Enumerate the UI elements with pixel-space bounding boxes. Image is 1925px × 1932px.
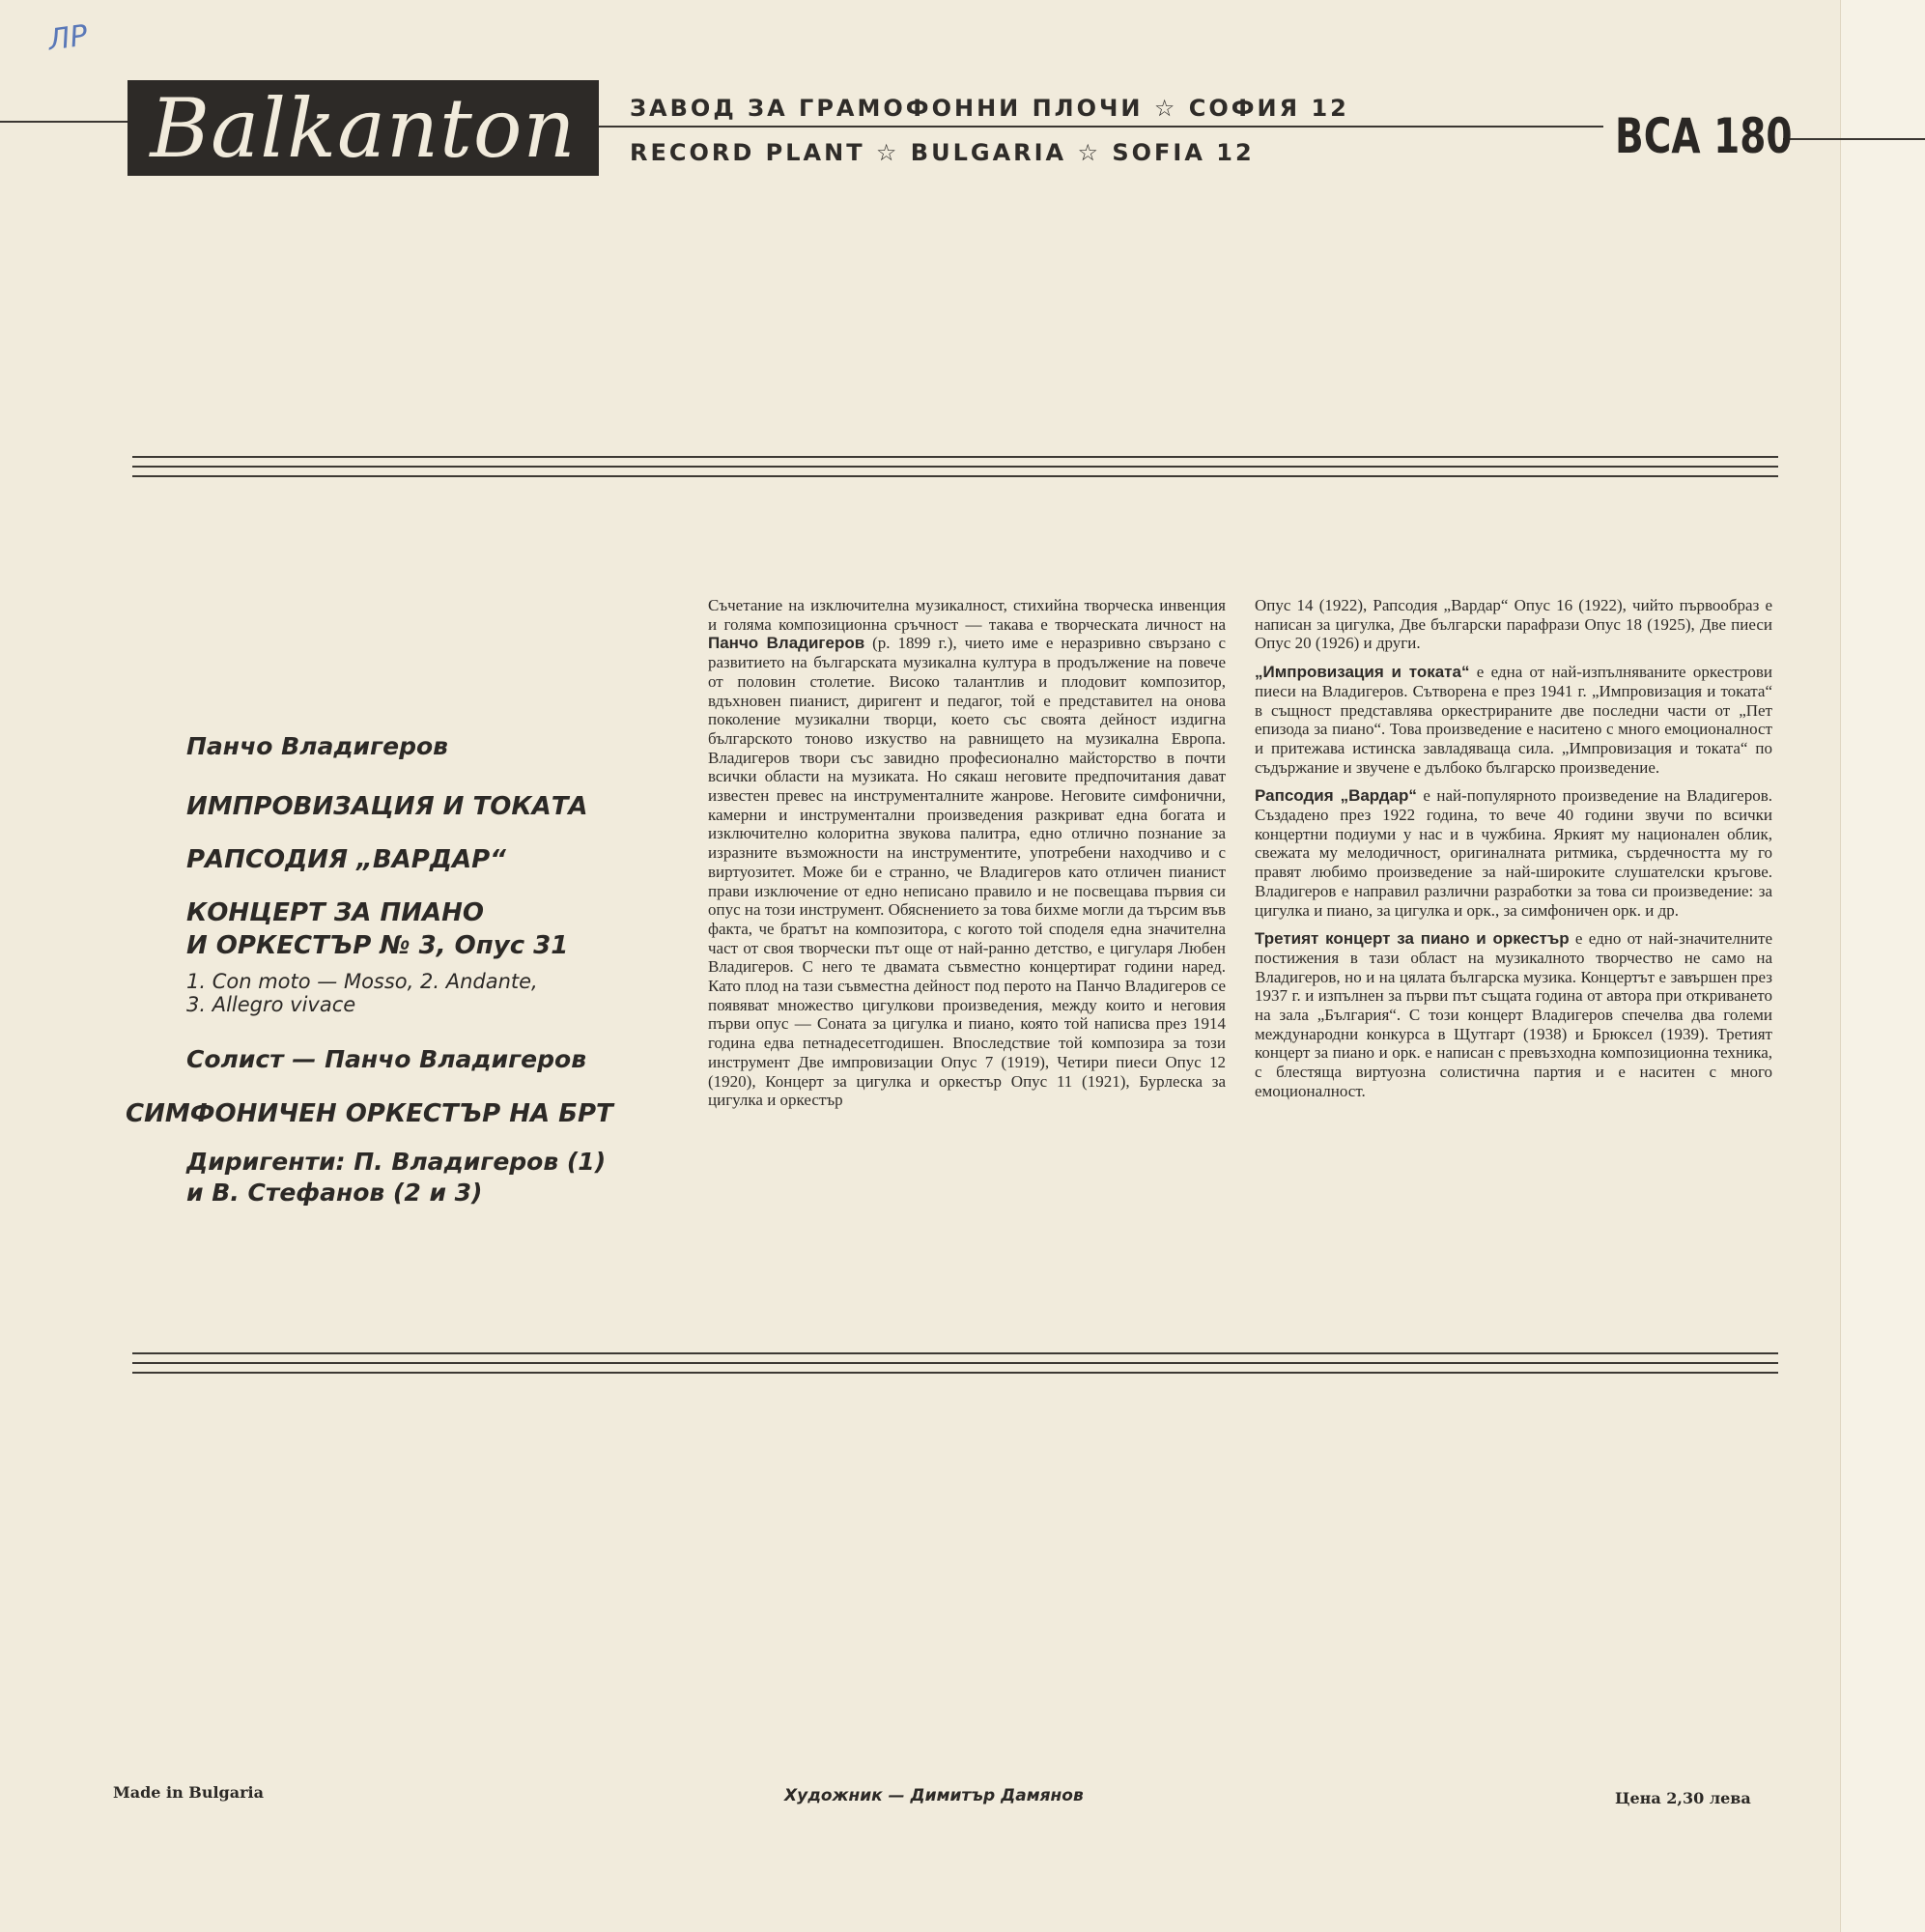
header-line-left <box>0 121 129 123</box>
top-rule-3 <box>132 475 1778 477</box>
header-line-right <box>1783 138 1925 140</box>
header-line-middle <box>599 126 1603 128</box>
made-in-label: Made in Bulgaria <box>113 1783 264 1802</box>
conductors-line-2: и В. Стефанов (2 и 3) <box>186 1179 483 1207</box>
plant-name-english: RECORD PLANT ☆ BULGARIA ☆ SOFIA 12 <box>630 139 1255 166</box>
handwritten-note: ЛР <box>45 18 90 58</box>
work-title-3-line-2: И ОРКЕСТЪР № 3, Опус 31 <box>186 931 569 960</box>
bottom-rule-3 <box>132 1372 1778 1374</box>
conductors-line-1: Диригенти: П. Владигеров (1) <box>186 1148 607 1176</box>
logo-text: Balkanton <box>150 80 577 176</box>
plant-name-bulgarian: ЗАВОД ЗА ГРАМОФОННИ ПЛОЧИ ☆ СОФИЯ 12 <box>630 95 1349 122</box>
notes-paragraph-improvisation: „Импровизация и токата“ е една от най-изпълняваните оркестрови пиеси на Владигеров. Сътворена е през 1941 г. „Импровизация и токата“ в същност представлява оркестрираните две последни части от „Пет епизода за пиано“. Това произведение е наситено с много емоционалност и притежава истинска завладяваща сила. „Импровизация и токата“ по съдържание и звучене е дълбоко българско произведение. <box>1255 663 1772 777</box>
top-rule-2 <box>132 466 1778 468</box>
soloist: Солист — Панчо Владигеров <box>186 1045 587 1073</box>
notes-paragraph: Съчетание на изключителна музикалност, стихийна творческа инвенция и голяма композиционна сръчност — такава е творческата личност на Панчо Владигеров (р. 1899 г.), чието име е неразривно свързано с развитието на българската музикална култура в продължение на повече от половин столетие. Високо талантлив и плодовит композитор, вдъхновен пианист, диригент и педагог, той е представител на онова поколение музикални творци, което със своята дейност издигна българското тоново изкуство на равнището на музикална Европа. Владигеров твори със завидно професионално майсторство в почти всички области на музиката. Но сякаш неговите предпочитания дават известен превес на инструменталните жанрове. Неговите симфонични, камерни и инструментални произведения разкриват една богата и изключително колоритна звукова палитра, едно отлично познание за изразните възможности на инструментите, употребени находчиво и с виртуозитет. Може би е странно, че Владигеров като отличен пианист прави изключение от едно неписано правило и не посвещава първия си опус на този инструмент. Обяснението за това бихме могли да търсим във факта, че братът на композитора, с когото той споделя една значителна част от своя творчески път още от най-ранно детство, е цигуларя Любен Владигеров. С него те двамата съвместно концертират години наред. Като плод на тази съвместна дейност под перото на Панчо Владигеров се появяват множество цигулкови произведения, между които и неговия първи опус — Соната за цигулка и пиано, която той написва през 1914 година едва петнадесетгодишен. Впоследствие той композира за този инструмент Две импровизации Опус 7 (1919), Четири пиеси Опус 12 (1920), Концерт за цигулка и оркестър Опус 11 (1921), Бурлеска за цигулка и оркестър <box>708 596 1226 1110</box>
artist-credit: Художник — Димитър Дамянов <box>784 1786 1084 1805</box>
movements-line-2: 3. Allegro vivace <box>186 993 356 1016</box>
price-label: Цена 2,30 лева <box>1615 1789 1751 1807</box>
liner-notes-column-1 <box>708 596 1226 1120</box>
balkanton-logo <box>127 80 599 176</box>
top-rule-1 <box>132 456 1778 458</box>
catalog-number: ВСА 180 <box>1615 108 1793 164</box>
movements-line-1: 1. Con moto — Mosso, 2. Andante, <box>186 970 538 993</box>
notes-paragraph-vardar: Рапсодия „Вардар“ е най-популярното произведение на Владигеров. Създадено през 1922 година, то вече 40 години звучи по всички концертни подиуми у нас и в чужбина. Яркият му национален облик, свежата му мелодичност, оригиналната ритмика, сърдечността му го правят любимо произведение за най-широките слушателски кръгове. Владигеров е направил различни разработки за това си произведение: за цигулка и пиано, за цигулка и орк., за симфоничен орк. и др. <box>1255 786 1772 920</box>
notes-paragraph-concerto: Третият концерт за пиано и оркестър е едно от най-значителните постижения в тази област на музикалното творчество не само на Владигеров, но и на цялата българска музика. Концертът е завършен през 1937 г. и изпълнен за първи път същата година от автора при откриването на зала „България“. С този концерт Владигеров спечелва два големи международни конкурса в Щутгарт (1938) и Брюксел (1939). Третият концерт за пиано и орк. е написан с превъзходна композиционна техника, с блестяща виртуозна солистична партия и е наситен с много емоционалност. <box>1255 929 1772 1100</box>
composer-name-inline: Панчо Владигеров <box>708 634 865 653</box>
bottom-rule-1 <box>132 1352 1778 1354</box>
orchestra: СИМФОНИЧЕН ОРКЕСТЪР НА БРТ <box>126 1099 613 1128</box>
liner-notes-column-2 <box>1255 596 1772 1111</box>
work-title-1: ИМПРОВИЗАЦИЯ И ТОКАТА <box>186 792 588 821</box>
sleeve-right-edge <box>1840 0 1925 1932</box>
work-title-2: РАПСОДИЯ „ВАРДАР“ <box>186 845 506 874</box>
composer-name: Панчо Владигеров <box>186 732 448 760</box>
bottom-rule-2 <box>132 1362 1778 1364</box>
notes-paragraph: Опус 14 (1922), Рапсодия „Вардар“ Опус 16 (1922), чийто първообраз е написан за цигулка, Две български парафрази Опус 18 (1925), Две пиеси Опус 20 (1926) и други. <box>1255 596 1772 653</box>
work-title-3-line-1: КОНЦЕРТ ЗА ПИАНО <box>186 898 484 927</box>
